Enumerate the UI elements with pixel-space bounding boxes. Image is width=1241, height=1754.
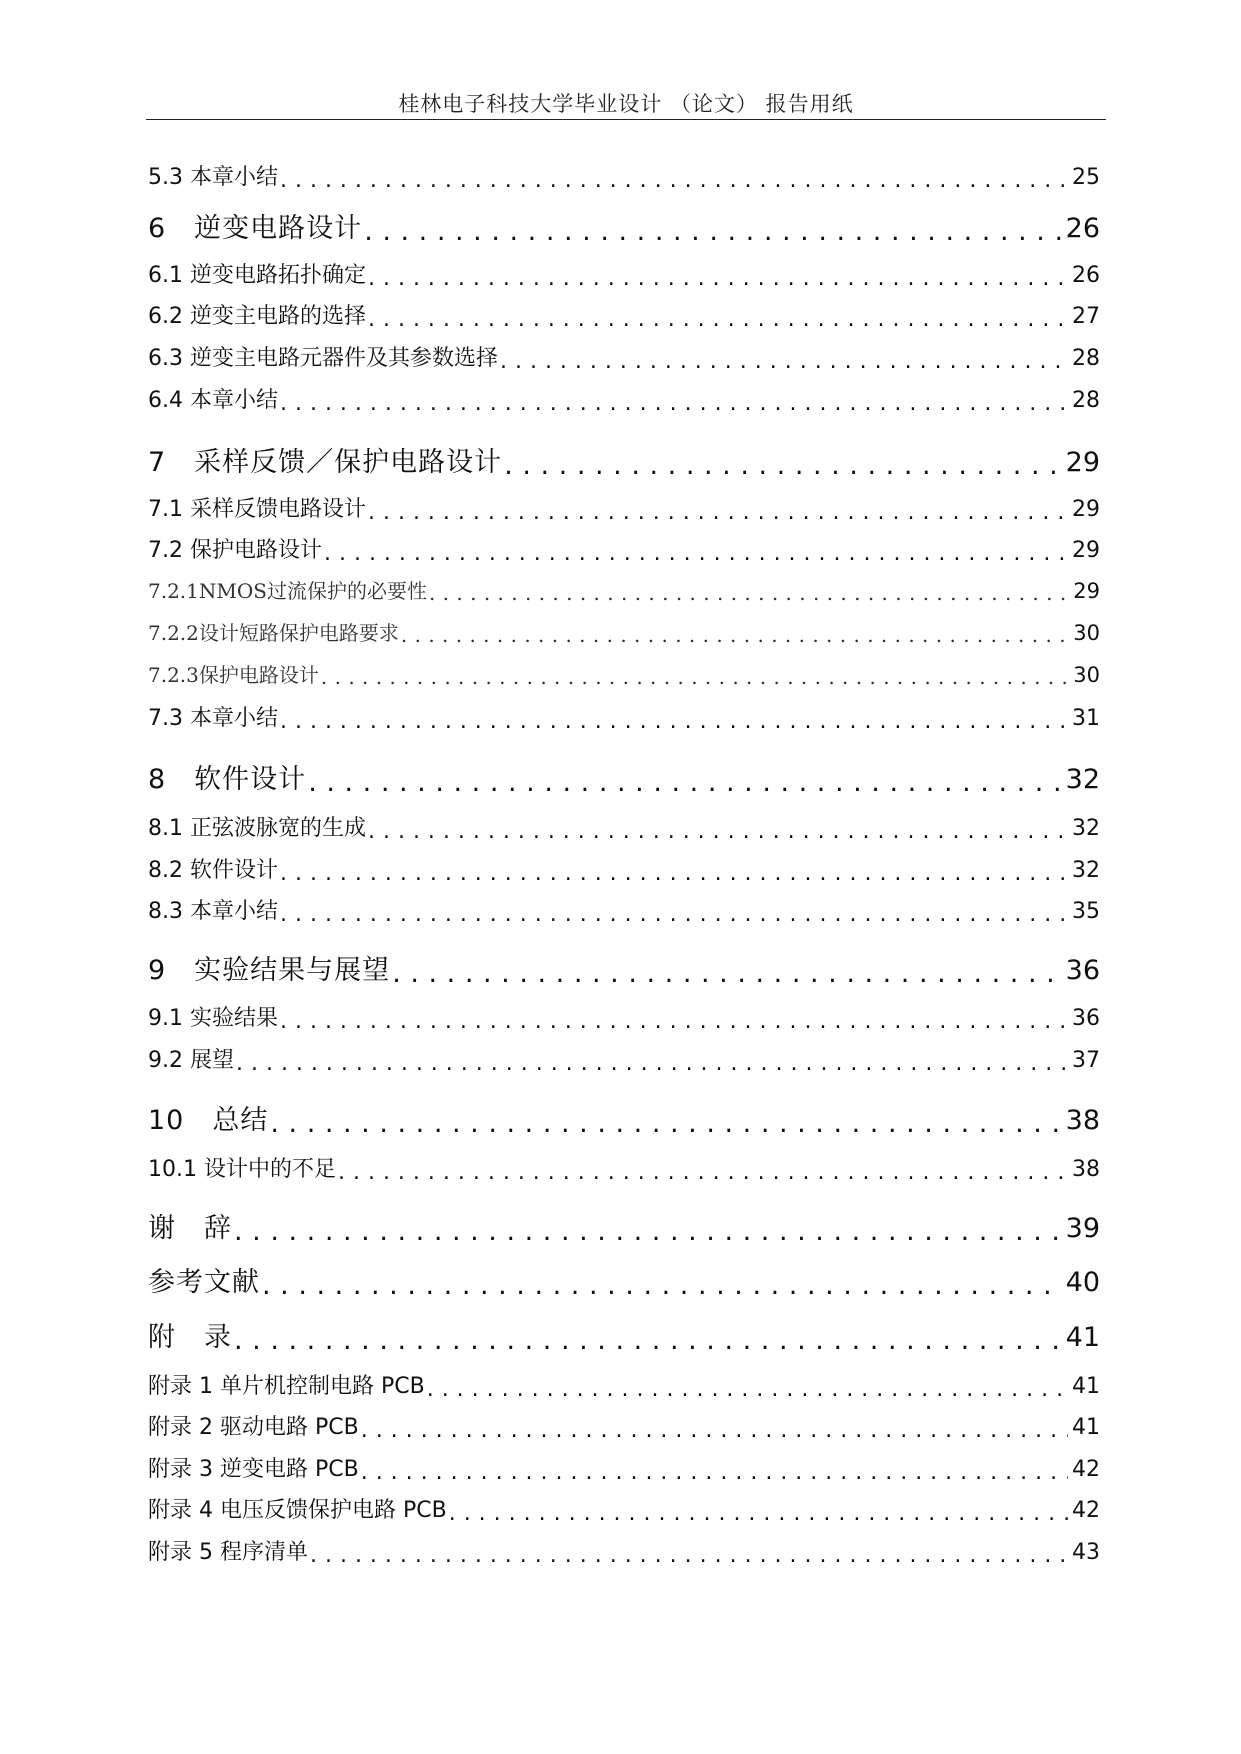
toc-entry-title: 6.4 本章小结 <box>148 388 278 413</box>
toc-entry[interactable] <box>148 894 1100 925</box>
toc-dot-leader <box>368 819 1068 844</box>
toc-entry-page: 27 <box>1072 304 1100 329</box>
toc-entry-title: 附录 4 电压反馈保护电路 PCB <box>148 1498 447 1523</box>
toc-entry[interactable] <box>148 575 1100 604</box>
toc-entry-title: 10.1 设计中的不足 <box>148 1157 336 1182</box>
toc-dot-leader <box>361 1418 1068 1443</box>
toc-dot-leader <box>270 1108 1061 1139</box>
toc-entry[interactable] <box>148 341 1100 372</box>
toc-dot-leader <box>401 623 1069 646</box>
toc-dot-leader <box>368 307 1068 332</box>
toc-entry[interactable] <box>148 701 1100 732</box>
toc-dot-leader <box>262 1270 1062 1301</box>
toc-entry[interactable] <box>148 1043 1100 1074</box>
toc-dot-leader <box>280 861 1068 886</box>
toc-entry[interactable] <box>148 757 1100 796</box>
toc-dot-leader <box>280 391 1068 416</box>
toc-entry-page: 29 <box>1065 447 1100 478</box>
toc-dot-leader <box>364 216 1061 247</box>
toc-dot-leader <box>236 1051 1068 1076</box>
toc-entry[interactable] <box>148 1260 1100 1299</box>
toc-entry-title: 8 软件设计 <box>148 764 307 795</box>
toc-entry-title: 8.3 本章小结 <box>148 899 278 924</box>
toc-entry-page: 28 <box>1072 388 1100 413</box>
toc-entry-title: 9.1 实验结果 <box>148 1006 278 1031</box>
toc-entry-page: 35 <box>1072 899 1100 924</box>
toc-entry-page: 29 <box>1073 579 1100 603</box>
toc-dot-leader <box>321 665 1069 688</box>
toc-dot-leader <box>504 450 1061 481</box>
toc-entry-title: 7.1 采样反馈电路设计 <box>148 497 366 522</box>
toc-entry-title: 6.1 逆变电路拓扑确定 <box>148 263 366 288</box>
toc-entry[interactable] <box>148 299 1100 330</box>
toc-entry-page: 42 <box>1072 1498 1100 1523</box>
toc-entry[interactable] <box>148 533 1100 564</box>
toc-entry[interactable] <box>148 1098 1100 1137</box>
toc-entry-page: 31 <box>1072 706 1100 731</box>
toc-entry-title: 7.2.2设计短路保护电路要求 <box>148 621 399 645</box>
toc-dot-leader <box>338 1160 1068 1185</box>
toc-entry[interactable] <box>148 1369 1100 1400</box>
toc-dot-leader <box>361 1460 1068 1485</box>
toc-entry-title: 附 录 <box>148 1322 232 1353</box>
toc-entry-page: 26 <box>1072 263 1100 288</box>
toc-dot-leader <box>429 581 1069 604</box>
toc-entry-title: 7.3 本章小结 <box>148 706 278 731</box>
toc-entry-title: 6.2 逆变主电路的选择 <box>148 304 366 329</box>
toc-entry-page: 40 <box>1065 1267 1100 1298</box>
toc-entry-page: 28 <box>1072 346 1100 371</box>
toc-entry[interactable] <box>148 1206 1100 1245</box>
toc-entry-page: 30 <box>1073 663 1100 687</box>
toc-entry-page: 29 <box>1072 497 1100 522</box>
toc-entry-page: 29 <box>1072 538 1100 563</box>
toc-entry-page: 41 <box>1072 1415 1100 1440</box>
toc-entry[interactable] <box>148 1410 1100 1441</box>
toc-entry-page: 43 <box>1072 1540 1100 1565</box>
toc-entry-page: 26 <box>1065 213 1100 244</box>
toc-entry-page: 42 <box>1072 1457 1100 1482</box>
toc-dot-leader <box>234 1216 1062 1247</box>
toc-entry[interactable] <box>148 1152 1100 1183</box>
toc-entry[interactable] <box>148 206 1100 245</box>
toc-dot-leader <box>392 958 1061 989</box>
toc-entry-title: 9.2 展望 <box>148 1048 234 1073</box>
toc-entry[interactable] <box>148 440 1100 479</box>
toc-entry-title: 6.3 逆变主电路元器件及其参数选择 <box>148 346 498 371</box>
table-of-contents <box>148 0 1100 1754</box>
toc-entry-title: 7.2.3保护电路设计 <box>148 663 319 687</box>
toc-dot-leader <box>324 541 1068 566</box>
toc-dot-leader <box>368 266 1068 291</box>
toc-dot-leader <box>234 1325 1062 1356</box>
toc-entry-page: 41 <box>1065 1322 1100 1353</box>
toc-dot-leader <box>310 1543 1068 1568</box>
toc-dot-leader <box>449 1501 1068 1526</box>
toc-entry-title: 7.2 保护电路设计 <box>148 538 322 563</box>
toc-entry[interactable] <box>148 160 1100 191</box>
toc-entry-title: 附录 3 逆变电路 PCB <box>148 1457 359 1482</box>
toc-entry-title: 9 实验结果与展望 <box>148 955 391 986</box>
toc-entry[interactable] <box>148 258 1100 289</box>
toc-dot-leader <box>280 902 1068 927</box>
toc-entry-title: 附录 5 程序清单 <box>148 1540 308 1565</box>
toc-dot-leader <box>500 349 1068 374</box>
toc-entry-page: 36 <box>1072 1006 1100 1031</box>
toc-entry-page: 41 <box>1072 1374 1100 1399</box>
toc-entry-title: 参考文献 <box>148 1267 260 1298</box>
toc-dot-leader <box>280 1009 1068 1034</box>
toc-entry-title: 谢 辞 <box>148 1213 232 1244</box>
toc-entry[interactable] <box>148 617 1100 646</box>
toc-entry[interactable] <box>148 948 1100 987</box>
toc-entry-page: 36 <box>1065 955 1100 986</box>
toc-entry-title: 7 采样反馈／保护电路设计 <box>148 447 503 478</box>
toc-entry-title: 6 逆变电路设计 <box>148 213 363 244</box>
toc-dot-leader <box>427 1377 1068 1402</box>
toc-dot-leader <box>280 168 1068 193</box>
toc-entry[interactable] <box>148 492 1100 523</box>
toc-entry-title: 附录 2 驱动电路 PCB <box>148 1415 359 1440</box>
toc-entry-page: 39 <box>1065 1213 1100 1244</box>
toc-entry-title: 5.3 本章小结 <box>148 165 278 190</box>
toc-dot-leader <box>368 500 1068 525</box>
toc-entry-title: 8.1 正弦波脉宽的生成 <box>148 816 366 841</box>
toc-entry-page: 32 <box>1065 764 1100 795</box>
toc-entry[interactable] <box>148 1452 1100 1483</box>
toc-entry-title: 8.2 软件设计 <box>148 858 278 883</box>
toc-entry-page: 38 <box>1072 1157 1100 1182</box>
toc-entry-page: 32 <box>1072 816 1100 841</box>
toc-entry[interactable] <box>148 659 1100 688</box>
toc-dot-leader <box>280 709 1068 734</box>
toc-entry[interactable] <box>148 853 1100 884</box>
toc-entry-title: 7.2.1NMOS过流保护的必要性 <box>148 579 427 603</box>
toc-entry[interactable] <box>148 1001 1100 1032</box>
toc-entry-page: 30 <box>1073 621 1100 645</box>
page-header-title: 桂林电子科技大学毕业设计 （论文） 报告用纸 <box>398 92 854 116</box>
toc-entry[interactable] <box>148 1535 1100 1566</box>
toc-entry[interactable] <box>148 383 1100 414</box>
toc-dot-leader <box>308 767 1061 798</box>
toc-entry[interactable] <box>148 1315 1100 1354</box>
toc-entry-page: 32 <box>1072 858 1100 883</box>
toc-entry-page: 37 <box>1072 1048 1100 1073</box>
toc-entry-title: 附录 1 单片机控制电路 PCB <box>148 1374 425 1399</box>
toc-entry[interactable] <box>148 811 1100 842</box>
toc-entry[interactable] <box>148 1493 1100 1524</box>
toc-entry-page: 25 <box>1072 165 1100 190</box>
toc-entry-page: 38 <box>1065 1105 1100 1136</box>
toc-entry-title: 10 总结 <box>148 1105 269 1136</box>
